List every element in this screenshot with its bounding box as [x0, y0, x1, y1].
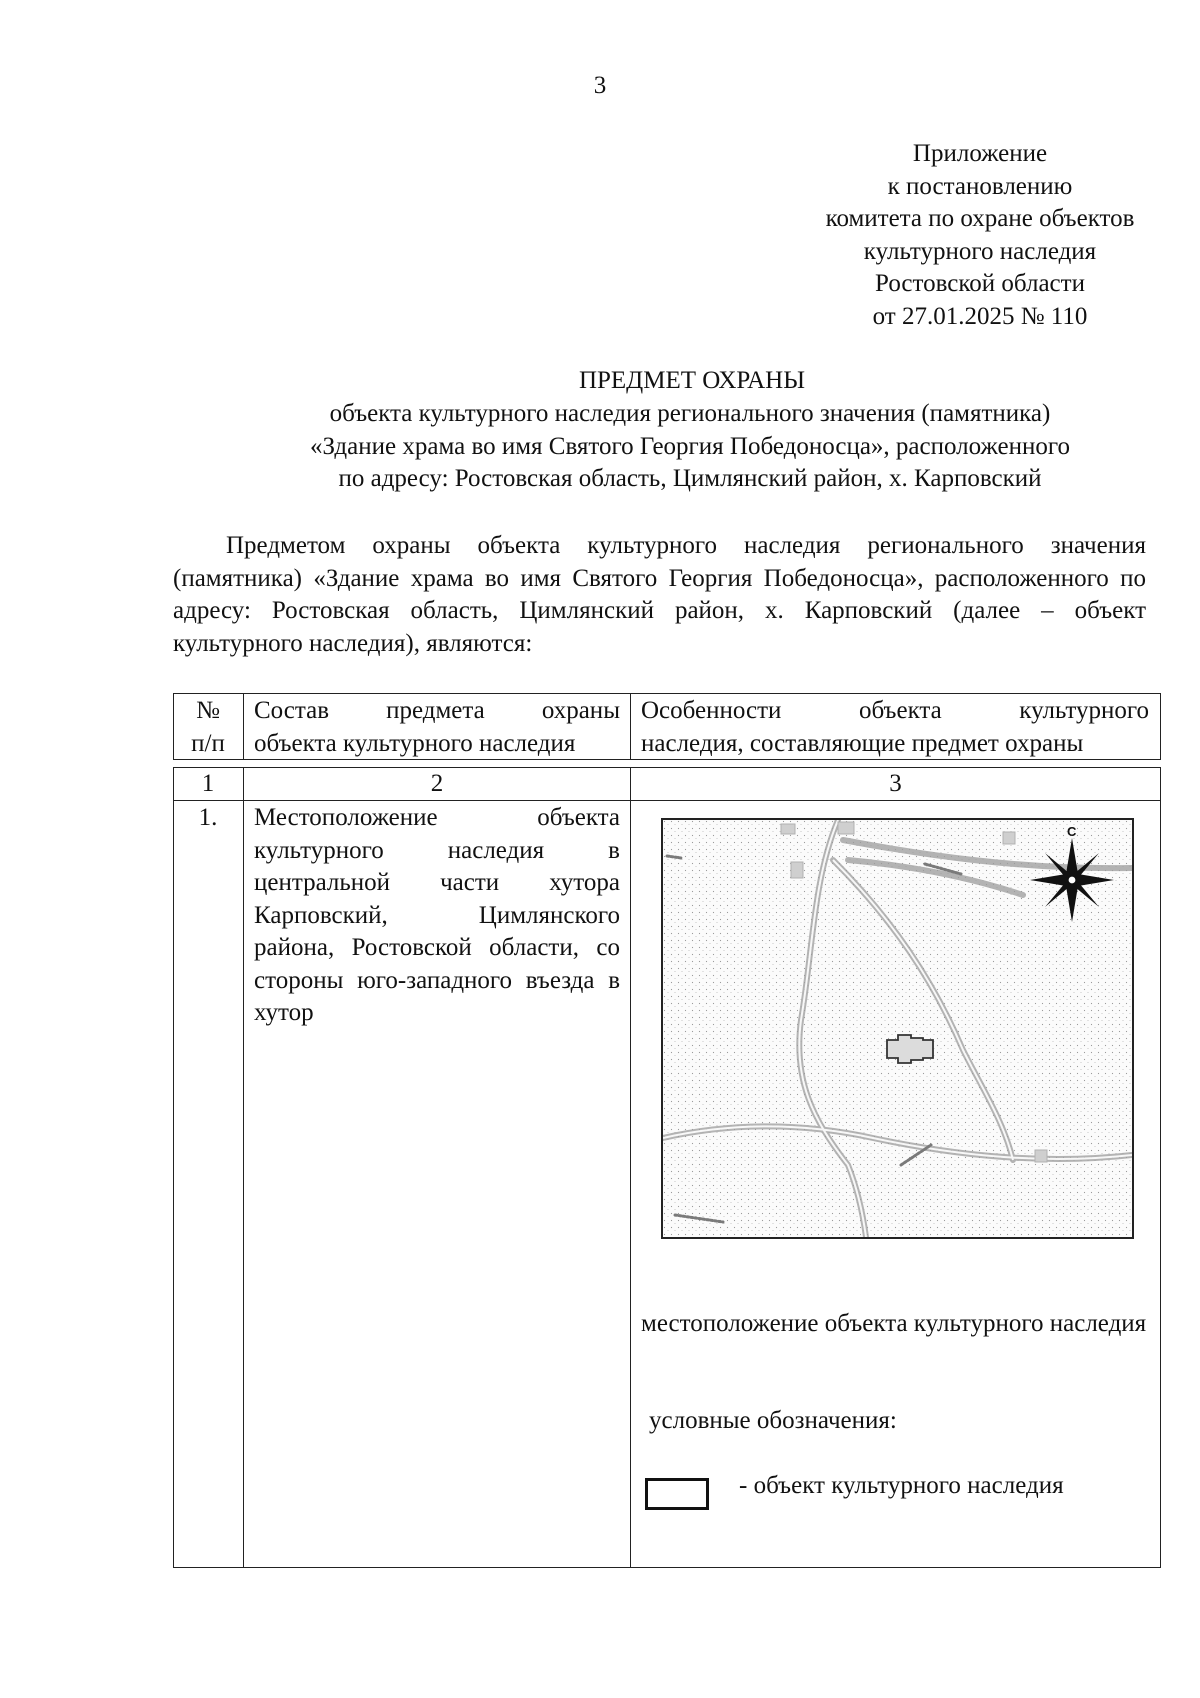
- table-border: [173, 693, 1161, 694]
- appendix-block: [780, 138, 1180, 333]
- appendix-line: Ростовской области: [875, 270, 1085, 297]
- intro-paragraph: Предметом охраны объекта культурного наследия регионального значения (памятника) «Здание храма во имя Святого Георгия Победоносца», расположенного по адресу: Ростовская область, Цимлянский район, х. Карповский (далее – объект культурного наследия), являются:: [173, 532, 1146, 657]
- row-number: 1.: [198, 804, 218, 831]
- table-border: [630, 693, 631, 760]
- subtitle-line: по адресу: Ростовская область, Цимлянский район, х. Карповский: [338, 465, 1042, 492]
- table-border: [173, 693, 174, 760]
- column-number-3: 3: [889, 770, 902, 797]
- appendix-line: к постановлению: [887, 172, 1073, 200]
- document-title: ПРЕДМЕТ ОХРАНЫ: [578, 367, 806, 394]
- church-footprint: [887, 1035, 933, 1063]
- table-header-features: Особенности объекта культурного наследия, составляющие предмет охраны: [641, 697, 1149, 757]
- map-caption: местоположение объекта культурного наследия: [641, 1310, 1147, 1337]
- map-drawing: [663, 820, 1132, 1237]
- location-map: [661, 818, 1134, 1239]
- table-header-composition: Состав предмета охраны объекта культурного наследия: [254, 697, 620, 757]
- subtitle-line: «Здание храма во имя Святого Георгия Победоносца», расположенного: [310, 432, 1070, 460]
- table-border: [630, 767, 631, 1568]
- map-north-label: С: [1067, 824, 1077, 839]
- map-building: [1035, 1150, 1047, 1162]
- appendix-line: комитета по охране объектов: [825, 205, 1135, 232]
- map-building: [791, 862, 803, 878]
- row-composition: Местоположение объекта культурного наследия в центральной части хутора Карповский, Цимлянского района, Ростовской области, со стороны юго-западного въезда в хутор: [254, 804, 620, 1026]
- column-number-1: 1: [201, 770, 215, 797]
- table-border: [1160, 693, 1161, 760]
- map-building: [838, 822, 854, 834]
- map-building: [1003, 832, 1015, 844]
- document-subtitle: [190, 398, 1190, 496]
- map-street-label: [667, 856, 681, 858]
- table-border: [243, 693, 244, 760]
- subtitle-line: объекта культурного наследия регионального значения (памятника): [329, 400, 1051, 427]
- table-border: [173, 1567, 1161, 1568]
- legend-item: - объект культурного наследия: [739, 1472, 1064, 1499]
- appendix-line: от 27.01.2025 № 110: [872, 302, 1088, 330]
- table-border: [173, 767, 174, 1568]
- appendix-line: культурного наследия: [863, 237, 1097, 265]
- column-number-2: 2: [430, 770, 444, 797]
- table-header-number: № п/п: [191, 697, 225, 757]
- legend-title: условные обозначения:: [649, 1407, 897, 1434]
- table-border: [1160, 767, 1161, 1568]
- page-number: 3: [593, 72, 607, 99]
- map-building: [781, 824, 795, 834]
- appendix-line: Приложение: [912, 140, 1048, 167]
- table-border: [243, 767, 244, 1568]
- legend-symbol: [645, 1478, 709, 1510]
